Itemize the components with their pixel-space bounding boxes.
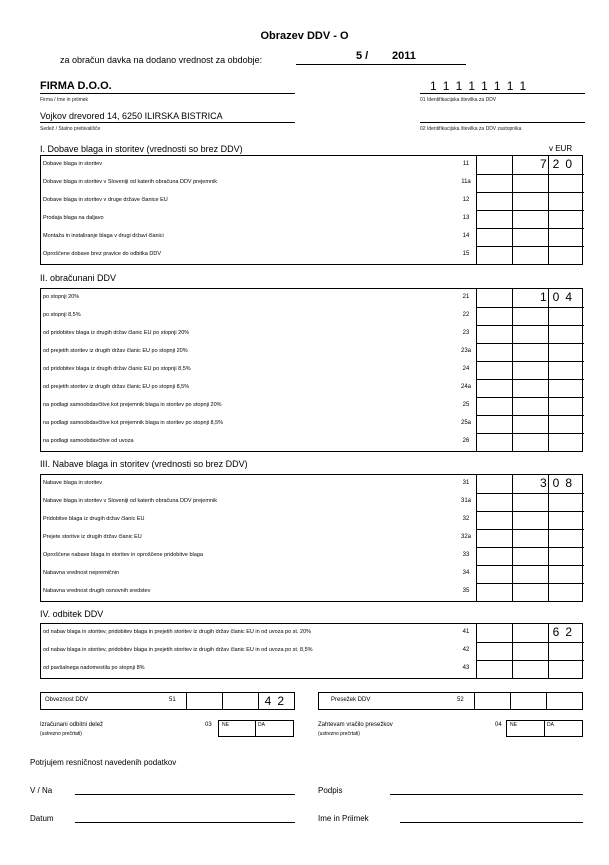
section1-row-code: 12 bbox=[462, 197, 470, 203]
section2-value-cell bbox=[476, 307, 512, 325]
refund-yes[interactable]: DA bbox=[547, 722, 554, 728]
section2-value-cell bbox=[512, 397, 548, 415]
surplus-code: 52 bbox=[457, 697, 464, 703]
section3-value-cell bbox=[476, 493, 512, 511]
section4-title: IV. odbitek DDV bbox=[40, 609, 104, 619]
tax-id2-line bbox=[420, 122, 585, 123]
section3-row-label: Nabave blaga in storitev bbox=[43, 480, 103, 486]
section3-row-code: 33 bbox=[462, 552, 470, 558]
section1-row bbox=[41, 246, 582, 264]
section4-row-code: 43 bbox=[462, 665, 470, 671]
section1-row bbox=[41, 174, 582, 192]
section2-row bbox=[41, 433, 582, 451]
deduction-share-choice[interactable] bbox=[218, 720, 294, 737]
date-label: Datum bbox=[30, 814, 54, 823]
section3-row-code: 34 bbox=[462, 570, 470, 576]
liability-label: Obveznost DDV bbox=[45, 697, 89, 703]
section2-row bbox=[41, 361, 582, 379]
section2-value-cell bbox=[476, 415, 512, 433]
company-name-label: Firma / Ime in priimek bbox=[40, 97, 89, 103]
section2-value-cell bbox=[512, 325, 548, 343]
section1-value-cell bbox=[512, 174, 548, 192]
section1-value-cell bbox=[548, 174, 584, 192]
section2-row-label: po stopnji 8,5% bbox=[43, 312, 81, 318]
section3-value-cell bbox=[512, 493, 548, 511]
section3-value-cell bbox=[548, 565, 584, 583]
section3-value-cell bbox=[548, 511, 584, 529]
section3-value-cell bbox=[476, 511, 512, 529]
section1-row bbox=[41, 156, 582, 174]
company-address-label: Sedež / Stalno prebivališče bbox=[40, 126, 101, 132]
section3-row bbox=[41, 583, 582, 601]
section1-row-code: 11 bbox=[462, 161, 470, 167]
section2-row bbox=[41, 343, 582, 361]
section3-row bbox=[41, 565, 582, 583]
section2-value-cell bbox=[548, 325, 584, 343]
section4-value-cell bbox=[512, 642, 548, 660]
section2-row-code: 26 bbox=[462, 438, 470, 444]
section4-row-code: 42 bbox=[462, 647, 470, 653]
section2-row-label: od prejetih storitev iz drugih držav članic EU po stopnji 8,5% bbox=[43, 384, 190, 390]
company-address-line bbox=[40, 122, 295, 123]
section3-row-label: Prejete storitve iz drugih držav članic EU bbox=[43, 534, 142, 540]
section3-value-cell bbox=[476, 547, 512, 565]
section2-row-code: 23 bbox=[462, 330, 470, 336]
section4-row-label: od nabav blaga in storitev, pridobitev blaga in prejetih storitev iz drugih držav članic EU in od uvoza po st. 8,5% bbox=[43, 647, 313, 653]
section1-row-label: Montaža in instaliranje blaga v drugi državi članici bbox=[43, 233, 164, 239]
form-title: Obrazev DDV - O bbox=[260, 30, 349, 42]
section1-row bbox=[41, 210, 582, 228]
section4-row-value[interactable]: 62 bbox=[552, 625, 578, 639]
section2-row bbox=[41, 379, 582, 397]
surplus-label: Presežek DDV bbox=[331, 697, 371, 703]
section3-row-label: Nabave blaga in storitev v Sloveniji od katerih obračuna DDV prejemnik bbox=[43, 498, 217, 504]
section3-row-code: 31a bbox=[460, 498, 471, 504]
section3-value-cell bbox=[548, 583, 584, 601]
section3-value-cell bbox=[512, 547, 548, 565]
deduction-yes[interactable]: DA bbox=[258, 722, 265, 728]
section1-row bbox=[41, 228, 582, 246]
section2-row-code: 23a bbox=[460, 348, 471, 354]
section3-row bbox=[41, 511, 582, 529]
section1-value-cell bbox=[476, 174, 512, 192]
section1-value-cell bbox=[512, 192, 548, 210]
section3-value-cell bbox=[512, 565, 548, 583]
section1-value-cell bbox=[548, 192, 584, 210]
section3-value-cell bbox=[548, 529, 584, 547]
period-line bbox=[296, 64, 466, 65]
section1-value-cell bbox=[512, 246, 548, 264]
currency-label: v EUR bbox=[549, 144, 573, 153]
section1-row-label: Dobave blaga in storitev bbox=[43, 161, 103, 167]
section2-value-cell bbox=[548, 343, 584, 361]
section3-row bbox=[41, 529, 582, 547]
section2-value-cell bbox=[512, 307, 548, 325]
deduction-share-label: Izračunani odbitni delež bbox=[40, 722, 104, 728]
period-month: 5 / bbox=[356, 50, 369, 62]
date-field[interactable] bbox=[75, 822, 295, 823]
section4-value-cell bbox=[548, 642, 584, 660]
tax-id-label: 01 Identifikacijska številka za DDV bbox=[420, 97, 497, 103]
section2-value-cell bbox=[476, 361, 512, 379]
section2-row-label: na podlagi samoobdavčitve od uvoza bbox=[43, 438, 134, 444]
section1-row-label: Dobave blaga in storitev v Sloveniji od katerih obračuna DDV prejemnik bbox=[43, 179, 217, 185]
section2-value-cell bbox=[512, 415, 548, 433]
section3-value-cell bbox=[548, 493, 584, 511]
section2-value-cell bbox=[512, 343, 548, 361]
section2-row bbox=[41, 289, 582, 307]
section3-value-cell bbox=[476, 565, 512, 583]
period-year: 2011 bbox=[392, 50, 416, 62]
section1-value-cell bbox=[476, 246, 512, 264]
section2-row bbox=[41, 325, 582, 343]
company-name: FIRMA D.O.O. bbox=[40, 80, 112, 92]
section3-row-code: 32a bbox=[460, 534, 471, 540]
section2-row-label: od pridobitev blaga iz drugih držav članic EU po stopnji 8,5% bbox=[43, 366, 191, 372]
section2-row-label: od prejetih storitev iz drugih držav članic EU po stopnji 20% bbox=[43, 348, 188, 354]
section2-row-code: 25a bbox=[460, 420, 471, 426]
tax-id-line bbox=[420, 93, 585, 94]
section2-row-label: od pridobitev blaga iz drugih držav članic EU po stopnji 20% bbox=[43, 330, 190, 336]
place-label: V / Na bbox=[30, 786, 53, 795]
confirm-text: Potrjujem resničnost navedenih podatkov bbox=[30, 758, 177, 767]
section3-row-label: Nabavna vrednost drugih osnovnih sredstev bbox=[43, 588, 151, 594]
section4-value-cell bbox=[512, 624, 548, 642]
section1-value-cell bbox=[548, 228, 584, 246]
section1-row bbox=[41, 192, 582, 210]
section1-value-cell bbox=[548, 246, 584, 264]
section3-row-code: 35 bbox=[462, 588, 470, 594]
section1-title: I. Dobave blaga in storitev (vrednosti so brez DDV) bbox=[40, 144, 243, 154]
section1-value-cell bbox=[548, 210, 584, 228]
section2-row-code: 21 bbox=[462, 294, 470, 300]
refund-label: Zahtevam vračilo presežkov bbox=[318, 722, 393, 728]
name-field[interactable] bbox=[400, 822, 583, 823]
section2-row bbox=[41, 415, 582, 433]
section2-value-cell bbox=[476, 343, 512, 361]
refund-no[interactable]: NE bbox=[510, 722, 517, 728]
section1-row-code: 15 bbox=[462, 251, 470, 257]
section3-row bbox=[41, 475, 582, 493]
section2-value-cell bbox=[476, 433, 512, 451]
section1-row-label: Dobave blaga in storitev v druge države članice EU bbox=[43, 197, 168, 203]
liability-box bbox=[40, 692, 295, 710]
section4-value-cell bbox=[476, 642, 512, 660]
section2-row-code: 22 bbox=[462, 312, 470, 318]
section3-title: III. Nabave blaga in storitev (vrednosti so brez DDV) bbox=[40, 459, 248, 469]
section2-row-code: 24a bbox=[460, 384, 471, 390]
refund-code: 04 bbox=[495, 722, 502, 728]
section1-row-code: 14 bbox=[462, 233, 470, 239]
section3-row-code: 32 bbox=[462, 516, 470, 522]
section2-value-cell bbox=[512, 433, 548, 451]
section3-row bbox=[41, 493, 582, 511]
section1-row-value[interactable]: 720 bbox=[539, 157, 578, 171]
tax-id: 11111111 bbox=[430, 79, 534, 93]
section3-value-cell bbox=[476, 529, 512, 547]
section4-value-cell bbox=[512, 660, 548, 678]
section3-row-label: Pridobitve blaga iz drugih držav članic EU bbox=[43, 516, 145, 522]
section1-value-cell bbox=[476, 156, 512, 174]
section4-row-label: od nabav blaga in storitev, pridobitev blaga in prejetih storitev iz drugih držav članic EU in od uvoza po st. 20% bbox=[43, 629, 312, 635]
section3-value-cell bbox=[476, 583, 512, 601]
refund-choice[interactable] bbox=[506, 720, 583, 737]
company-name-line bbox=[40, 93, 295, 94]
signature-field[interactable] bbox=[390, 794, 583, 795]
section1-row-code: 11a bbox=[461, 179, 471, 185]
section2-value-cell bbox=[548, 433, 584, 451]
section3-value-cell bbox=[512, 511, 548, 529]
section3-table bbox=[40, 474, 583, 602]
section4-row bbox=[41, 660, 582, 678]
section3-value-cell bbox=[512, 583, 548, 601]
section2-value-cell bbox=[548, 307, 584, 325]
surplus-box bbox=[318, 692, 583, 710]
section3-row-label: Oproščene nabave blaga in storitev in oproščene pridobitve blaga bbox=[43, 552, 203, 558]
section4-table bbox=[40, 623, 583, 679]
section2-row-label: na podlagi samoobdavčitve kot prejemnik blaga in storitev po stopnji 20% bbox=[43, 402, 222, 408]
section3-value-cell bbox=[512, 529, 548, 547]
liability-code: 51 bbox=[169, 697, 176, 703]
section2-row-code: 25 bbox=[462, 402, 470, 408]
section1-row-label: Prodaja blaga na daljavo bbox=[43, 215, 104, 221]
section2-value-cell bbox=[548, 397, 584, 415]
deduction-share-code: 03 bbox=[205, 722, 212, 728]
section4-row-code: 41 bbox=[462, 629, 470, 635]
section2-value-cell bbox=[512, 379, 548, 397]
section1-value-cell bbox=[476, 192, 512, 210]
refund-note: (ustrezno prečrtati) bbox=[318, 731, 360, 737]
section2-row-label: na podlagi samoobdavčitve kot prejemnik blaga in storitev po stopnji 8,5% bbox=[43, 420, 224, 426]
deduction-no[interactable]: NE bbox=[222, 722, 229, 728]
section3-row-code: 31 bbox=[462, 480, 470, 486]
section1-value-cell bbox=[476, 228, 512, 246]
section1-value-cell bbox=[476, 210, 512, 228]
section2-table bbox=[40, 288, 583, 452]
section3-value-cell bbox=[476, 475, 512, 493]
section2-title: II. obračunani DDV bbox=[40, 273, 117, 283]
section2-row bbox=[41, 397, 582, 415]
section2-row-label: po stopnji 20% bbox=[43, 294, 80, 300]
section2-value-cell bbox=[548, 415, 584, 433]
section2-row bbox=[41, 307, 582, 325]
section4-row bbox=[41, 624, 582, 642]
deduction-share-note: (ustrezno prečrtati) bbox=[40, 731, 82, 737]
section2-row-code: 24 bbox=[462, 366, 470, 372]
section2-value-cell bbox=[548, 361, 584, 379]
section4-row bbox=[41, 642, 582, 660]
place-field[interactable] bbox=[75, 794, 295, 795]
name-label: Ime in Priimek bbox=[318, 814, 369, 823]
company-address: Vojkov drevored 14, 6250 ILIRSKA BISTRICA bbox=[40, 111, 223, 121]
section4-row-label: od pavšalnega nadomestila po stopnji 8% bbox=[43, 665, 145, 671]
section4-value-cell bbox=[476, 660, 512, 678]
signature-label: Podpis bbox=[318, 786, 343, 795]
section3-value-cell bbox=[548, 547, 584, 565]
section1-row-label: Oproščene dobave brez pravice do odbitka DDV bbox=[43, 251, 162, 257]
section1-row-code: 13 bbox=[462, 215, 470, 221]
section1-table bbox=[40, 155, 583, 265]
section2-value-cell bbox=[476, 397, 512, 415]
section2-value-cell bbox=[548, 379, 584, 397]
section4-value-cell bbox=[476, 624, 512, 642]
section2-value-cell bbox=[476, 289, 512, 307]
section3-row-label: Nabavna vrednost nepremičnin bbox=[43, 570, 120, 576]
section2-value-cell bbox=[512, 361, 548, 379]
section2-value-cell bbox=[476, 379, 512, 397]
section2-value-cell bbox=[476, 325, 512, 343]
liability-value[interactable]: 42 bbox=[264, 694, 290, 708]
form-subtitle: za obračun davka na dodano vrednost za obdobje: bbox=[60, 55, 263, 65]
section4-value-cell bbox=[548, 660, 584, 678]
section1-value-cell bbox=[512, 210, 548, 228]
section2-row-value[interactable]: 104 bbox=[539, 290, 578, 304]
section3-row bbox=[41, 547, 582, 565]
section1-value-cell bbox=[512, 228, 548, 246]
section3-row-value[interactable]: 308 bbox=[539, 476, 578, 490]
tax-id2-label: 02 Identifikacijska številka za DDV zastopnika bbox=[420, 126, 522, 132]
